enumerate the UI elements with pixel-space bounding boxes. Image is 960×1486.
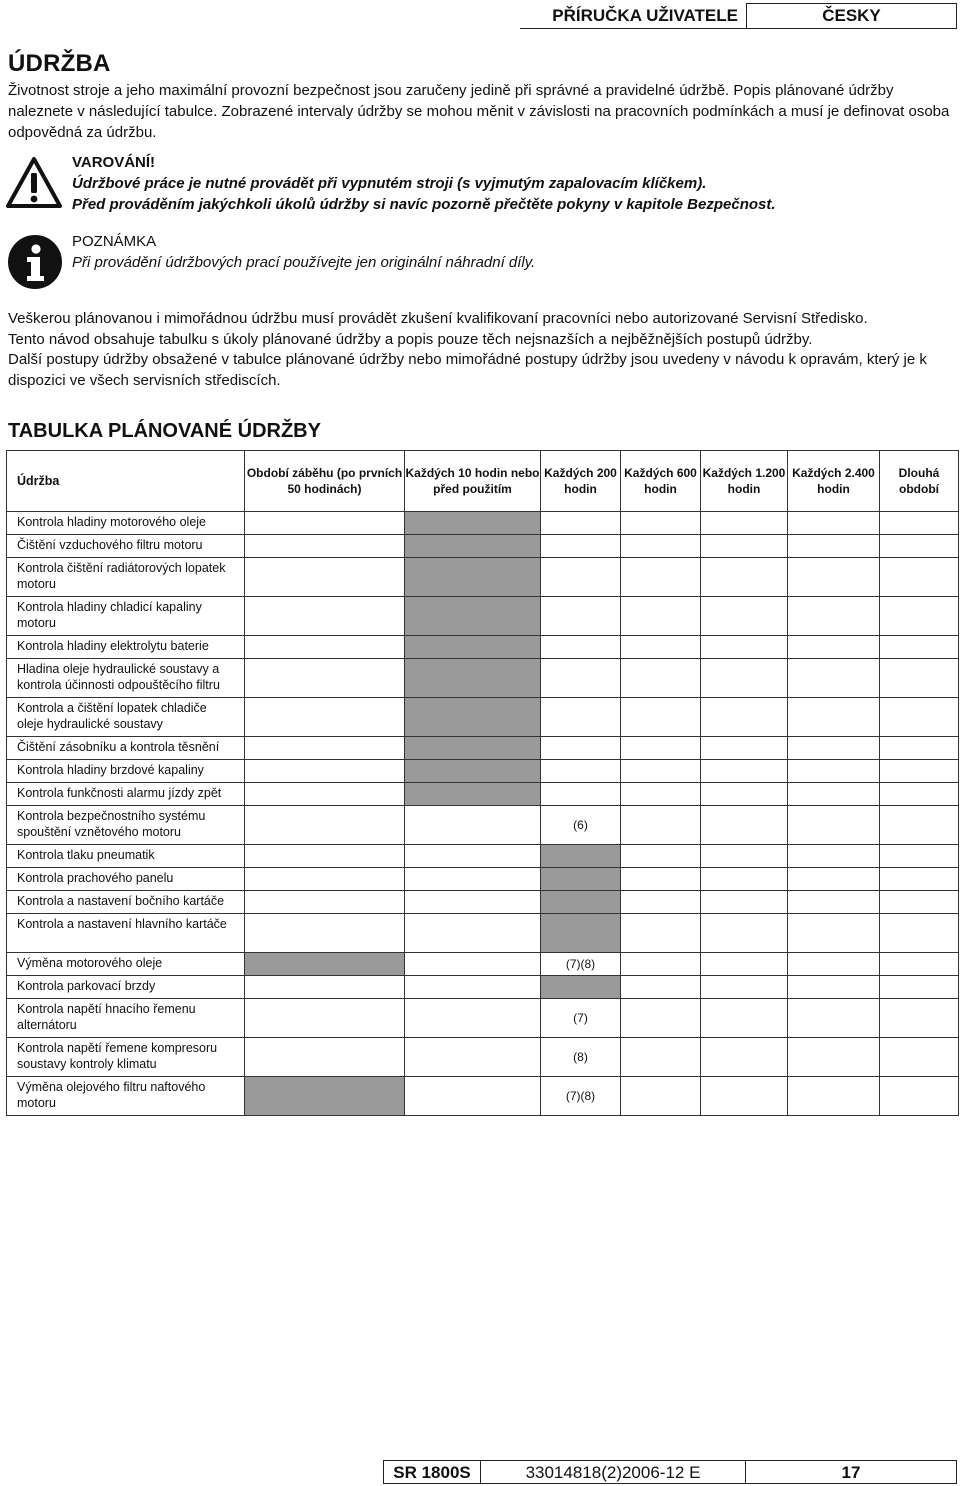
interval-cell: [541, 636, 621, 659]
task-cell: Čištění zásobníku a kontrola těsnění: [7, 737, 245, 760]
page-footer: [383, 1460, 957, 1484]
page-number: 17: [841, 1463, 861, 1482]
interval-cell: [788, 535, 880, 558]
interval-mark-cell: [405, 659, 541, 698]
interval-cell: [788, 1077, 880, 1116]
interval-cell: [788, 1038, 880, 1077]
interval-mark-cell: [405, 535, 541, 558]
table-header-row: [7, 451, 959, 512]
interval-cell: [405, 914, 541, 953]
interval-cell: [621, 535, 701, 558]
interval-mark-cell: [405, 512, 541, 535]
interval-mark-cell: [405, 698, 541, 737]
table-row: [7, 535, 959, 558]
interval-cell: [880, 1038, 959, 1077]
interval-cell: [880, 999, 959, 1038]
interval-cell: [541, 512, 621, 535]
interval-cell: [788, 737, 880, 760]
column-header: Každých 200 hodin: [541, 451, 621, 512]
interval-cell: [245, 535, 405, 558]
interval-cell: [788, 845, 880, 868]
column-header: Každých 10 hodin nebo před použitím: [405, 451, 541, 512]
paragraph: Veškerou plánovanou i mimořádnou údržbu musí provádět zkušení kvalifikovaní pracovníci nebo autorizované Servisní Středisko.: [8, 310, 868, 327]
table-row: [7, 512, 959, 535]
interval-cell: [405, 845, 541, 868]
interval-cell: [788, 783, 880, 806]
interval-cell: [701, 999, 788, 1038]
interval-cell: [621, 806, 701, 845]
interval-cell: [788, 914, 880, 953]
interval-cell: [788, 636, 880, 659]
table-row: [7, 891, 959, 914]
interval-mark-cell: [405, 597, 541, 636]
interval-cell: [880, 737, 959, 760]
task-cell: Kontrola funkčnosti alarmu jízdy zpět: [7, 783, 245, 806]
column-header: Dlouhá období: [880, 451, 959, 512]
table-row: [7, 999, 959, 1038]
interval-cell: [245, 558, 405, 597]
interval-cell: [788, 999, 880, 1038]
interval-cell: [880, 914, 959, 953]
interval-cell: [405, 1077, 541, 1116]
warning-line: Před prováděním jakýchkoli úkolů údržby si navíc pozorně přečtěte pokyny v kapitole Bezpečnost.: [72, 196, 776, 213]
table-row: [7, 1038, 959, 1077]
interval-cell: [880, 698, 959, 737]
interval-cell: (7)(8): [541, 1077, 621, 1116]
interval-cell: [701, 1038, 788, 1077]
interval-mark-cell: [541, 845, 621, 868]
interval-cell: [621, 914, 701, 953]
table-row: [7, 558, 959, 597]
interval-mark-cell: [245, 1077, 405, 1116]
interval-cell: [245, 868, 405, 891]
task-cell: Kontrola parkovací brzdy: [7, 976, 245, 999]
interval-cell: [701, 806, 788, 845]
interval-cell: [880, 512, 959, 535]
table-row: [7, 976, 959, 999]
interval-cell: [701, 1077, 788, 1116]
task-cell: Kontrola hladiny elektrolytu baterie: [7, 636, 245, 659]
task-cell: Výměna olejového filtru naftového motoru: [7, 1077, 245, 1116]
interval-cell: [701, 535, 788, 558]
interval-cell: [621, 737, 701, 760]
task-cell: Kontrola bezpečnostního systému spouštění vznětového motoru: [7, 806, 245, 845]
interval-cell: [621, 760, 701, 783]
interval-cell: (7): [541, 999, 621, 1038]
table-title: TABULKA PLÁNOVANÉ ÚDRŽBY: [8, 420, 321, 442]
interval-cell: [245, 512, 405, 535]
interval-cell: [541, 737, 621, 760]
task-cell: Kontrola napětí hnacího řemenu alternátoru: [7, 999, 245, 1038]
interval-cell: [405, 976, 541, 999]
interval-cell: [541, 558, 621, 597]
task-cell: Hladina oleje hydraulické soustavy a kontrola účinnosti odpouštěcího filtru: [7, 659, 245, 698]
interval-cell: [405, 999, 541, 1038]
paragraph: Tento návod obsahuje tabulku s úkoly plánované údržby a popis pouze těch nejsnazších a nejběžnějších postupů údržby.: [8, 330, 813, 348]
interval-cell: [245, 760, 405, 783]
document-code: 33014818(2)2006-12 E: [481, 1461, 746, 1483]
interval-cell: [621, 953, 701, 976]
table-row: [7, 1077, 959, 1116]
interval-cell: [788, 597, 880, 636]
info-icon: [7, 234, 63, 290]
table-row: [7, 806, 959, 845]
interval-cell: [621, 783, 701, 806]
interval-mark-cell: [541, 914, 621, 953]
table-row: [7, 737, 959, 760]
interval-cell: [880, 535, 959, 558]
interval-cell: [245, 891, 405, 914]
interval-cell: [880, 806, 959, 845]
task-cell: Kontrola a čištění lopatek chladiče oleje hydraulické soustavy: [7, 698, 245, 737]
column-header: Každých 1.200 hodin: [701, 451, 788, 512]
column-header: Každých 2.400 hodin: [788, 451, 880, 512]
interval-cell: [245, 806, 405, 845]
task-cell: Kontrola napětí řemene kompresoru soustavy kontroly klimatu: [7, 1038, 245, 1077]
table-row: [7, 659, 959, 698]
interval-cell: [245, 698, 405, 737]
interval-cell: [701, 659, 788, 698]
interval-cell: [880, 976, 959, 999]
interval-cell: [701, 868, 788, 891]
interval-cell: [880, 597, 959, 636]
interval-mark-cell: [245, 953, 405, 976]
task-cell: Výměna motorového oleje: [7, 953, 245, 976]
interval-cell: [701, 636, 788, 659]
interval-cell: [245, 659, 405, 698]
interval-cell: [701, 737, 788, 760]
interval-cell: [621, 999, 701, 1038]
interval-mark-cell: [405, 558, 541, 597]
page-header: [520, 3, 957, 29]
interval-cell: [880, 953, 959, 976]
task-cell: Kontrola prachového panelu: [7, 868, 245, 891]
task-cell: Kontrola a nastavení hlavního kartáče: [7, 914, 245, 953]
table-row: [7, 953, 959, 976]
interval-cell: [788, 806, 880, 845]
interval-cell: [621, 698, 701, 737]
intro-text: Životnost stroje a jeho maximální provozní bezpečnost jsou zaručeny jedině při správné a pravidelné údržbě. Popis plánované údržby naleznete v následující tabulce. Zobrazené intervaly údržby se mohou měnit v závislosti na pracovních podmínkách a musí je definovat osoba odpovědná za údržbu.: [8, 82, 950, 141]
interval-cell: [621, 558, 701, 597]
interval-cell: [880, 659, 959, 698]
interval-cell: [788, 760, 880, 783]
table-row: [7, 845, 959, 868]
interval-cell: [245, 1038, 405, 1077]
interval-cell: [880, 558, 959, 597]
interval-cell: [621, 659, 701, 698]
interval-cell: [245, 999, 405, 1038]
task-cell: Kontrola hladiny chladicí kapaliny motoru: [7, 597, 245, 636]
table-row: [7, 698, 959, 737]
warning-triangle-icon: [5, 156, 63, 210]
interval-cell: [880, 891, 959, 914]
interval-cell: [541, 659, 621, 698]
note-block: [72, 231, 952, 273]
interval-cell: [701, 783, 788, 806]
interval-cell: [880, 868, 959, 891]
interval-cell: [245, 845, 405, 868]
interval-cell: [541, 698, 621, 737]
interval-cell: [701, 976, 788, 999]
interval-cell: [245, 914, 405, 953]
interval-cell: [621, 868, 701, 891]
column-header: Období záběhu (po prvních 50 hodinách): [245, 451, 405, 512]
interval-mark-cell: [405, 783, 541, 806]
interval-cell: (7)(8): [541, 953, 621, 976]
maintenance-schedule-table: [6, 450, 959, 1116]
interval-cell: [701, 597, 788, 636]
interval-cell: [541, 783, 621, 806]
interval-cell: [788, 868, 880, 891]
interval-mark-cell: [541, 891, 621, 914]
interval-cell: [405, 953, 541, 976]
interval-cell: [788, 659, 880, 698]
interval-cell: [405, 868, 541, 891]
interval-cell: [701, 891, 788, 914]
interval-cell: [621, 512, 701, 535]
interval-cell: [621, 891, 701, 914]
interval-cell: [621, 597, 701, 636]
interval-cell: [788, 976, 880, 999]
interval-cell: [701, 760, 788, 783]
interval-cell: [621, 636, 701, 659]
task-cell: Čištění vzduchového filtru motoru: [7, 535, 245, 558]
interval-cell: [880, 845, 959, 868]
interval-cell: [880, 636, 959, 659]
interval-cell: [245, 597, 405, 636]
note-title: POZNÁMKA: [72, 233, 157, 250]
interval-cell: [405, 891, 541, 914]
interval-cell: [621, 1077, 701, 1116]
interval-cell: [701, 845, 788, 868]
interval-cell: [880, 783, 959, 806]
table-row: [7, 760, 959, 783]
interval-cell: [621, 1038, 701, 1077]
task-cell: Kontrola čištění radiátorových lopatek motoru: [7, 558, 245, 597]
table-row: [7, 868, 959, 891]
paragraph: Další postupy údržby obsažené v tabulce plánované údržby nebo mimořádné postupy údržby jsou uvedeny v návodu k opravám, který je k dispozici ve všech servisních střediscích.: [8, 351, 927, 389]
interval-cell: [701, 512, 788, 535]
warning-line: Údržbové práce je nutné provádět při vypnutém stroji (s vyjmutým zapalovacím klíčkem).: [72, 175, 707, 192]
interval-cell: [701, 953, 788, 976]
interval-cell: [788, 698, 880, 737]
task-cell: Kontrola tlaku pneumatik: [7, 845, 245, 868]
interval-cell: [701, 558, 788, 597]
interval-cell: [880, 760, 959, 783]
interval-cell: [701, 698, 788, 737]
column-header: Údržba: [7, 451, 245, 512]
interval-cell: [788, 891, 880, 914]
interval-cell: [245, 636, 405, 659]
interval-cell: [788, 558, 880, 597]
task-cell: Kontrola hladiny motorového oleje: [7, 512, 245, 535]
table-row: [7, 597, 959, 636]
language-label: ČESKY: [746, 3, 957, 29]
interval-cell: [701, 914, 788, 953]
interval-cell: [245, 783, 405, 806]
section-title: ÚDRŽBA: [8, 50, 111, 77]
table-row: [7, 914, 959, 953]
interval-cell: [788, 953, 880, 976]
interval-cell: [541, 597, 621, 636]
interval-cell: (8): [541, 1038, 621, 1077]
body-paragraphs: [8, 309, 954, 391]
warning-block: [72, 152, 952, 215]
warning-title: VAROVÁNÍ!: [72, 154, 156, 171]
model-label: SR 1800S: [384, 1461, 481, 1483]
table-row: [7, 783, 959, 806]
interval-mark-cell: [541, 868, 621, 891]
interval-cell: [541, 535, 621, 558]
interval-mark-cell: [541, 976, 621, 999]
interval-cell: [541, 760, 621, 783]
interval-cell: [621, 845, 701, 868]
interval-mark-cell: [405, 636, 541, 659]
table-row: [7, 636, 959, 659]
task-cell: Kontrola hladiny brzdové kapaliny: [7, 760, 245, 783]
interval-cell: [245, 976, 405, 999]
interval-cell: [245, 737, 405, 760]
interval-mark-cell: [405, 760, 541, 783]
guide-title: PŘÍRUČKA UŽIVATELE: [552, 6, 738, 25]
interval-cell: [621, 976, 701, 999]
header-divider: [520, 28, 746, 29]
column-header: Každých 600 hodin: [621, 451, 701, 512]
task-cell: Kontrola a nastavení bočního kartáče: [7, 891, 245, 914]
interval-cell: [405, 1038, 541, 1077]
interval-cell: [405, 806, 541, 845]
interval-cell: [788, 512, 880, 535]
interval-cell: [880, 1077, 959, 1116]
interval-mark-cell: [405, 737, 541, 760]
note-text: Při provádění údržbových prací používejte jen originální náhradní díly.: [72, 254, 536, 271]
interval-cell: (6): [541, 806, 621, 845]
